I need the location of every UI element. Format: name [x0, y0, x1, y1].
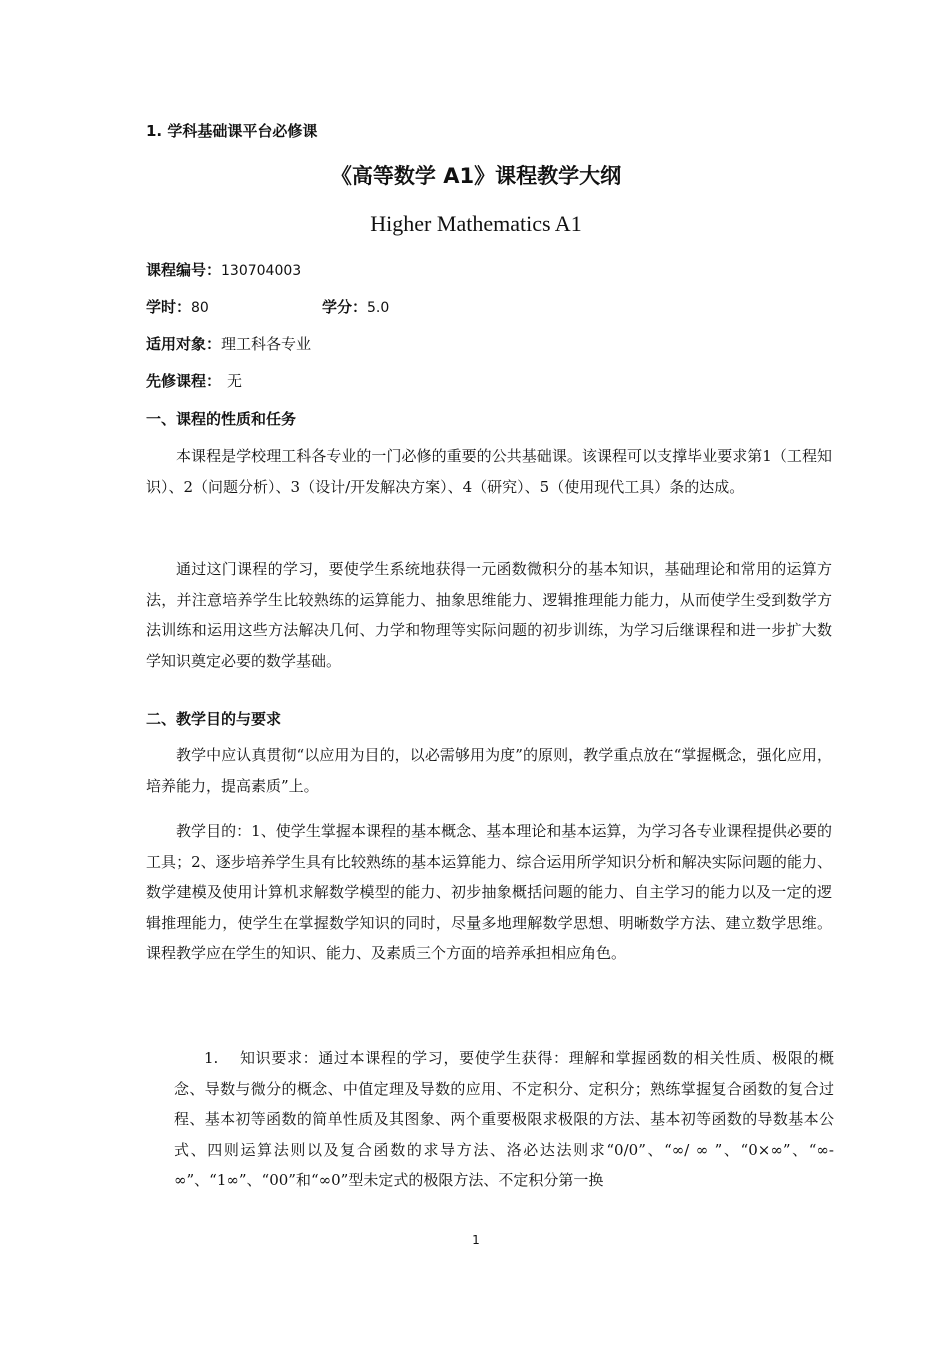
hours-label: 学时： — [146, 298, 192, 316]
prereq-label: 先修课程： — [146, 372, 222, 390]
document-title: 《高等数学 A1》课程教学大纲 — [330, 164, 622, 188]
section-heading-nature: 一、课程的性质和任务 — [146, 410, 297, 428]
page-number: 1 — [472, 1233, 480, 1247]
hours-row — [146, 296, 209, 319]
paragraph-goals-2: 教学目的：1、使学生掌握本课程的基本概念、基本理论和基本运算，为学习各专业课程提供必要的工具；2、逐步培养学生具有比较熟练的基本运算能力、综合运用所学知识分析和解决实际问题的能力、数学建模及使用计算机求解数学模型的能力、初步抽象概括问题的能力、自主学习的能力以及一定的逻辑推理能力，使学生在掌握数学知识的同时，尽量多地理解数学思想、明晰数学方法、建立数学思维。课程教学应在学生的知识、能力、及素质三个方面的培养承担相应角色。 — [146, 822, 832, 962]
document-subtitle: Higher Mathematics A1 — [370, 211, 582, 236]
section-heading-goals: 二、教学目的与要求 — [146, 710, 282, 728]
course-code-label: 课程编号： — [146, 261, 222, 279]
hours-value: 80 — [191, 300, 209, 316]
prereq-row — [146, 370, 242, 392]
paragraph-nature-1: 本课程是学校理工科各专业的一门必修的重要的公共基础课。该课程可以支撑毕业要求第1（工程知识）、2（问题分析）、3（设计/开发解决方案）、4（研究）、5（使用现代工具）条的达成。 — [146, 447, 832, 496]
prereq-value: 无 — [227, 372, 243, 390]
credits-label: 学分： — [322, 298, 368, 316]
audience-value: 理工科各专业 — [221, 335, 312, 353]
course-code-value: 130704003 — [221, 263, 302, 279]
audience-row — [146, 333, 311, 355]
list-item-knowledge: 1. 知识要求：通过本课程的学习，要使学生获得：理解和掌握函数的相关性质、极限的概念、导数与微分的概念、中值定理及导数的应用、不定积分、定积分；熟练掌握复合函数的复合过程、基本初等函数的简单性质及其图象、两个重要极限求极限的方法、基本初等函数的导数基本公式、四则运算法则以及复合函数的求导方法、洛必达法则求“0/0”、“∞/ ∞ ”、“0×∞”、“∞-∞”、“1∞”、“00”和“∞0”型未定式的极限方法、不定积分第一换 — [174, 1049, 834, 1189]
paragraph-nature-2: 通过这门课程的学习，要使学生系统地获得一元函数微积分的基本知识，基础理论和常用的运算方法，并注意培养学生比较熟练的运算能力、抽象思维能力、逻辑推理能力能力，从而使学生受到数学方法训练和运用这些方法解决几何、力学和物理等实际问题的初步训练，为学习后继课程和进一步扩大数学知识奠定必要的数学基础。 — [146, 560, 832, 670]
audience-label: 适用对象： — [146, 335, 222, 353]
paragraph-goals-1: 教学中应认真贯彻“以应用为目的，以必需够用为度”的原则，教学重点放在“掌握概念，强化应用，培养能力，提高素质”上。 — [146, 746, 832, 795]
credits-row — [322, 296, 389, 319]
course-code-row — [146, 259, 301, 282]
credits-value: 5.0 — [367, 300, 390, 316]
section-label: 1. 学科基础课平台必修课 — [146, 122, 318, 140]
